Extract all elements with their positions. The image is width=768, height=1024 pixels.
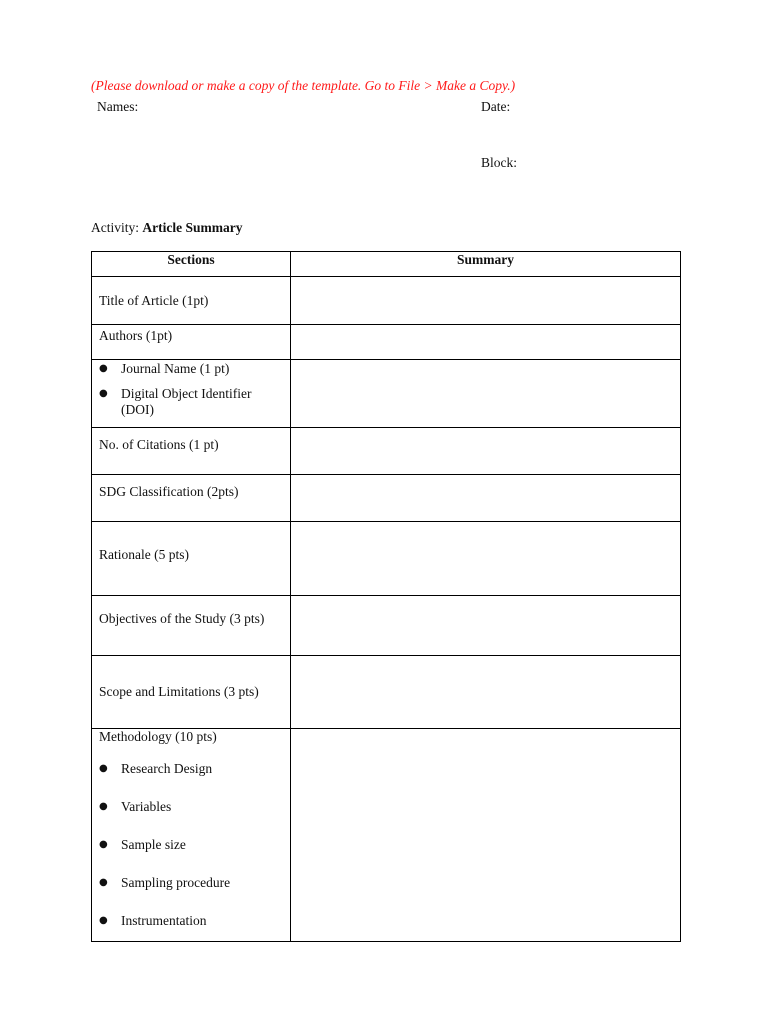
section-sdg: SDG Classification (2pts) <box>92 475 291 522</box>
section-citations: No. of Citations (1 pt) <box>92 428 291 475</box>
column-header-sections: Sections <box>92 252 291 277</box>
section-rationale: Rationale (5 pts) <box>92 522 291 596</box>
names-label: Names: <box>97 99 139 114</box>
activity-heading <box>91 220 242 236</box>
table-row <box>92 475 681 522</box>
journal-bullet-list <box>99 361 283 418</box>
instruction-note: (Please download or make a copy of the template. Go to File > Make a Copy.) <box>91 78 516 93</box>
table-row <box>92 656 681 729</box>
section-objectives: Objectives of the Study (3 pts) <box>92 596 291 656</box>
summary-cell[interactable] <box>291 596 681 656</box>
date-label: Date: <box>481 99 511 114</box>
table-header-row <box>92 252 681 277</box>
table-row <box>92 522 681 596</box>
table-row <box>92 360 681 428</box>
table-row <box>92 428 681 475</box>
article-summary-table <box>91 251 681 942</box>
summary-cell[interactable] <box>291 475 681 522</box>
summary-cell[interactable] <box>291 277 681 325</box>
summary-cell[interactable] <box>291 656 681 729</box>
methodology-label: Methodology (10 pts) <box>99 729 217 744</box>
section-methodology <box>92 729 291 942</box>
table-row <box>92 596 681 656</box>
table-row <box>92 325 681 360</box>
summary-cell[interactable] <box>291 729 681 942</box>
block-label: Block: <box>481 155 517 170</box>
section-journal-doi <box>92 360 291 428</box>
list-item: ● Instrumentation <box>99 913 283 929</box>
summary-cell[interactable] <box>291 522 681 596</box>
section-title-of-article: Title of Article (1pt) <box>92 277 291 325</box>
table-row <box>92 729 681 942</box>
list-item: ● Research Design <box>99 761 283 777</box>
list-item: ● Sample size <box>99 837 283 853</box>
list-item: ● Journal Name (1 pt) <box>99 361 283 377</box>
list-item: ● Digital Object Identifier (DOI) <box>99 386 283 418</box>
list-item: ● Variables <box>99 799 283 815</box>
section-scope: Scope and Limitations (3 pts) <box>92 656 291 729</box>
list-item: ● Sampling procedure <box>99 875 283 891</box>
section-authors: Authors (1pt) <box>92 325 291 360</box>
table-row <box>92 277 681 325</box>
summary-cell[interactable] <box>291 325 681 360</box>
methodology-bullet-list <box>99 761 283 929</box>
summary-cell[interactable] <box>291 360 681 428</box>
column-header-summary: Summary <box>291 252 681 277</box>
summary-cell[interactable] <box>291 428 681 475</box>
activity-title: Article Summary <box>142 220 243 235</box>
activity-prefix: Activity: <box>91 220 143 235</box>
